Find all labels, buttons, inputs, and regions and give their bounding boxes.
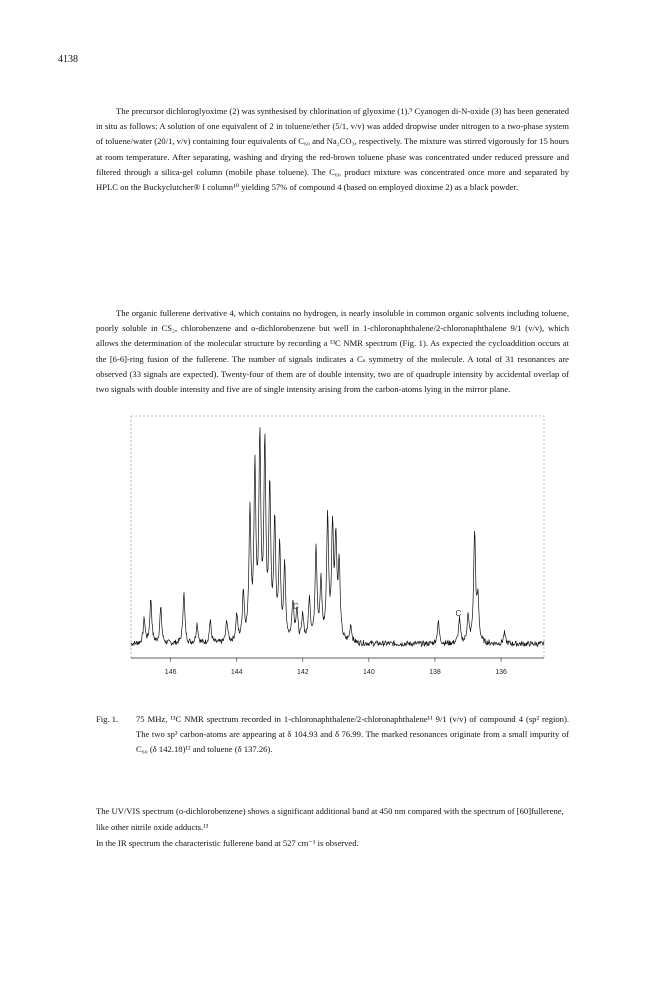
x-tick-label: 140 (363, 669, 375, 674)
x-tick-label: 144 (230, 669, 243, 674)
spectrum-trace (131, 427, 544, 646)
caption-label: Fig. 1. (96, 714, 119, 724)
uv-vis-sentence: The UV/VIS spectrum (o-dichlorobenzene) shows a significant additional band at 450 nm compared with the spectrum of [60]fullerene, like other nitrile oxide adducts.¹³ (96, 806, 564, 832)
paragraph-nmr-discussion: The organic fullerene derivative 4, which contains no hydrogen, is nearly insoluble in common organic solvents including toluene, poorly soluble in CS₂, chlorobenzene and o-dichlorobenzene but well in 1-chloronaphthalene/2-chloronaphthalene 9/1 (v/v), which allows the determination of the molecular structure by recording a ¹³C NMR spectrum (Fig. 1). As expected the cycloaddition occurs at the [6-6]-ring fusion of the fullerene. The number of signals indicates a Cₛ symmetry of the molecule. A total of 31 resonances are observed (33 signals are expected). Twenty-four of them are of double intensity, two are of quadruple intensity by accidental overlap of two signals with double intensity and five are of single intensity arising from the carbon-atoms lying in the mirror plane. (96, 308, 569, 395)
figure-frame (131, 416, 544, 658)
impurity-marker-1: C (292, 602, 299, 612)
caption-text: 75 MHz, ¹³C NMR spectrum recorded in 1-chloronaphthalene/2-chloronaphthalene¹¹ 9/1 (v/v) of compound 4 (sp² region). The two sp³ carbon-atoms are appearing at δ 104.93 and δ 76.99. The marked resonances originate from a small impurity of C₆₀ (δ 142.18)¹² and toluene (δ 137.26). (136, 714, 569, 755)
impurity-marker-2: C (455, 608, 462, 618)
x-tick-label: 146 (164, 669, 177, 674)
nmr-spectrum-figure (128, 412, 548, 674)
x-axis-ticks (165, 658, 507, 674)
x-tick-label: 138 (429, 669, 441, 674)
paragraph-synthesis: The precursor dichloroglyoxime (2) was synthesised by chlorination of glyoxime (1).⁹ Cyanogen di-N-oxide (3) has been generated in situ as follows: A solution of one equivalent of 2 in toluene/ether (5/1, v/v) was added dropwise under nitrogen to a two-phase system of toluene/water (20/1, v/v) containing four equivalents of C₆₀ and Na₂CO₃, respectively. The mixture was stirred vigorously for 15 hours at room temperature. After separating, washing and drying the red-brown toluene phase was concentrated under reduced pressure and filtered through a silica-gel column (mobile phase toluene). The C₆₀ product mixture was concentrated once more and separated by HPLC on the Buckyclutcher® I column¹⁰ yielding 57% of compound 4 (based on employed dioxime 2) as a black powder. (96, 106, 569, 193)
figure-caption (96, 712, 569, 758)
x-tick-label: 142 (296, 669, 309, 674)
x-tick-label: 136 (495, 669, 507, 674)
ir-sentence: In the IR spectrum the characteristic fullerene band at 527 cm⁻¹ is observed. (96, 838, 359, 848)
peak-marks (144, 445, 505, 633)
page-number: 4138 (58, 54, 78, 65)
closing-text (96, 803, 569, 851)
